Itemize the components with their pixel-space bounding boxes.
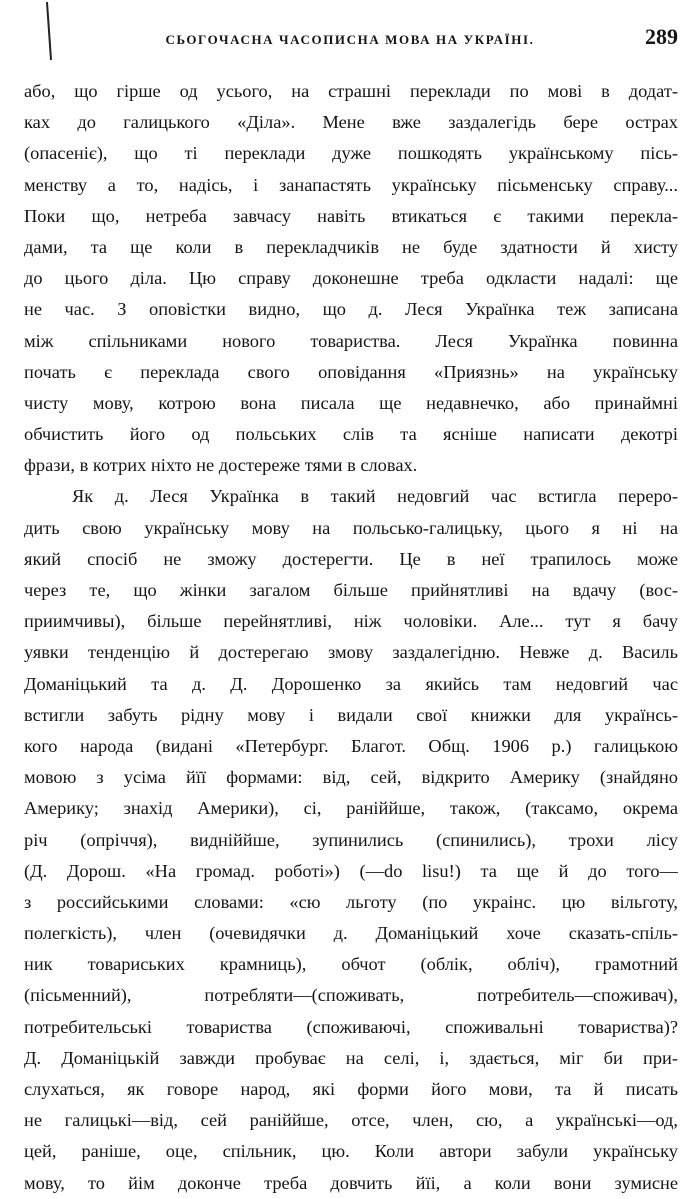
text-line: дами, та ще коли в перекладчиків не буде здатности й хисту bbox=[24, 236, 678, 257]
text-line: потребительські товариства (споживаючі, споживальні товариства)? bbox=[24, 1016, 678, 1037]
text-line: не час. З оповістки видно, що д. Леся Українка теж записана bbox=[24, 299, 678, 320]
text-line: кого народа (видані «Петербург. Благот. Общ. 1906 р.) галицькою bbox=[24, 735, 678, 756]
text-line: (пісьменний), потребляти—(споживать, потребитель—споживач), bbox=[24, 985, 678, 1006]
text-line: уявки тенденцію й достерегаю змову заздалегідню. Невже д. Василь bbox=[24, 642, 678, 663]
running-head: СЬОГОЧАСНА ЧАСОПИСНА МОВА НА УКРАЇНІ. bbox=[165, 32, 535, 47]
text-line: (опасеніє), що ті переклади дуже пошкодять українському пісь- bbox=[24, 143, 678, 164]
text-line: між спільниками нового товариства. Леся Українка повинна bbox=[24, 330, 678, 351]
text-line: цей, раніше, оце, спільник, цю. Коли автори забули українську bbox=[24, 1141, 678, 1162]
text-line: або, що гірше од усього, на страшні переклади по мові в додат- bbox=[24, 81, 678, 101]
text-line: ник товариських крамниць), обчот (облік, обліч), грамотний bbox=[24, 954, 678, 975]
text-line: Америку; знахід Америки), сі, раніййше, також, (таксамо, окрема bbox=[24, 798, 678, 819]
text-line: з российськими словами: «сю льготу (по украінс. цю вільготу, bbox=[24, 891, 678, 912]
text-line: приимчивы), більше перейнятливі, ніж чоловіки. Але... тут я бачу bbox=[24, 611, 678, 632]
text-line: обчистить його од польських слів та ясніше написати декотрі bbox=[24, 424, 678, 445]
text-line: Доманіцький та д. Д. Дорошенко за якийсь там недовгий час bbox=[24, 673, 678, 694]
text-line: (Д. Дорош. «На громад. роботі») (—do lisu!) та ще й до того— bbox=[24, 860, 678, 881]
text-line: полегкість), член (очевидячки д. Доманіцький хоче сказать-спіль- bbox=[24, 923, 678, 944]
text-line: мовою з усіма йїї формами: від, сей, відкрито Америку (знайдяно bbox=[24, 767, 678, 788]
page-header bbox=[0, 22, 700, 62]
text-line: ках до галицького «Діла». Мене вже заздалегідь бере острах bbox=[24, 112, 678, 133]
text-line: Поки що, нетреба завчасу навіть втикаться є такими перекла- bbox=[24, 205, 678, 226]
paragraph-end-line: фрази, в котрих ніхто не достереже тями в словах. bbox=[24, 455, 418, 476]
text-line: менству а то, надісь, і занапастять українську пісьменську справу... bbox=[24, 174, 678, 195]
text-line: мову, то йім доконче треба довчить йїі, а коли вони зумисне bbox=[24, 1172, 678, 1193]
text-line: через те, що жінки загалом більше прийнятливі на вдачу (вос- bbox=[24, 580, 678, 600]
text-line: почать є переклада свого оповідання «Приязнь» на українську bbox=[24, 361, 678, 382]
paragraph-first-line: Як д. Леся Українка в такий недовгий час встигла переро- bbox=[72, 486, 678, 507]
page-number: 289 bbox=[645, 24, 678, 49]
body-text bbox=[24, 76, 678, 1199]
text-line: річ (опріччя), видніййше, зупинились (спинились), трохи лісу bbox=[24, 829, 678, 850]
text-line: встигли забуть рідну мову і видали свої книжки для українсь- bbox=[24, 704, 678, 725]
text-line: який спосіб не зможу достерегти. Це в неї трапилось може bbox=[24, 548, 678, 569]
text-line: дить свою українську мову на польсько-галицьку, цього я ні на bbox=[24, 517, 678, 538]
text-line: не галицькі—від, сей раніййше, отсе, член, сю, а українські—од, bbox=[24, 1110, 678, 1131]
text-line: до цього діла. Цю справу доконешне треба одкласти надалі: ще bbox=[24, 268, 678, 289]
text-line: слухаться, як говоре народ, які форми його мови, та й писать bbox=[24, 1079, 678, 1099]
text-line: чисту мову, котрою вона писала ще недавнечко, або принаймні bbox=[24, 392, 678, 413]
text-line: Д. Доманіцькій завжди пробуває на селі, і, здається, міг би при- bbox=[24, 1047, 678, 1068]
